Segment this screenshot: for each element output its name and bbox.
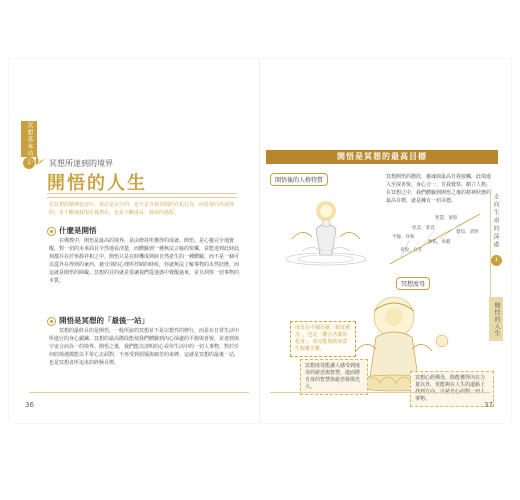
left-page xyxy=(9,59,260,423)
trait-label: 平靜、祥和 xyxy=(392,235,415,240)
bottom-rule xyxy=(270,392,490,393)
trait-label: 覺知、清明 xyxy=(456,230,479,235)
page-subtitle: 冥想所達到的境界 xyxy=(49,159,113,168)
trait-label: 智慧、洞察 xyxy=(435,216,458,221)
section-banner: 開悟是冥想的最高目標 xyxy=(266,150,498,164)
tara-note-1: 度母在中國俗稱「救度佛母」，也是「觀音菩薩的化身」。度母能夠救度眾生脫離苦難。 xyxy=(290,321,356,357)
chapter-tab: 冥想基本功 xyxy=(21,121,37,157)
book-spread xyxy=(9,59,511,423)
title-divider xyxy=(47,193,237,198)
enlightened-figure-illustration xyxy=(272,189,380,269)
label-tara: 冥想度母 xyxy=(396,277,430,290)
right-page xyxy=(260,59,511,423)
side-tab-text: 走向生命的深處 xyxy=(492,193,499,249)
trait-label: 無私、奉獻 xyxy=(428,240,451,245)
trait-label: 慈悲、寬容 xyxy=(412,226,435,231)
trait-label: 喜悅、自在 xyxy=(400,248,423,253)
bullet-icon xyxy=(47,227,56,236)
side-tab-box: 開悟的人生 xyxy=(489,297,503,341)
section-heading-1: 什麼是開悟 xyxy=(47,225,97,236)
section-text-1: 在佛教中，開悟是最高的境界，是由修持所獲得的成就。開悟，是心靈完全地覺醒，對一切的本來面目全然地看清楚，而體驗到一種無法言喻的快樂，並能達到此時此刻都存在於寧靜祥和之中。開悟只是在時機成熟時自然產生的一種體驗，而不是一個可以從外在得到的東西。被分別的心理所控制的時候，你就無法了解事物的本然狀態，而這就是開悟的障礙。冥想的目的就是要讓我們從迷惑中覺醒過來，並且洞察一切事物的本質。 xyxy=(49,238,239,284)
page-title: 開悟的人生 xyxy=(47,173,147,194)
lotus-icon xyxy=(29,155,45,167)
intro-text: 在冥想的精神旅途中，我必是完全的，也不是自我封閉的自私行為，而是要向外延伸的；是不斷地發現自我潛在，也是不斷成長、發展的過程。 xyxy=(49,202,235,216)
bullet-icon xyxy=(47,317,56,326)
bottom-rule xyxy=(29,392,249,393)
page-number: 36 xyxy=(25,401,34,409)
personality-description: 冥想開悟的階段，靈魂與最高自我接觸，此境進入至深喜悅、身心合一、自我覺察，樹立人格。在冥想之中，我們體驗到開悟之後的精神狀態的最高目標，就是擁有一切美德。 xyxy=(386,174,492,204)
section-heading-2: 開悟是冥想的「最後一站」 xyxy=(47,315,149,326)
tara-note-3: 冥想心經佛母，除能獲得內在力量以外，更能夠在人生的道路上 事物。 xyxy=(410,371,494,407)
chapter-badge: 1 xyxy=(23,157,35,169)
page-number: 37 xyxy=(484,401,493,409)
section-text-2: 冥想的最終目的是開悟。一般所說的冥想並不是宗教性的修行，而是在日常生活中所進行的身心鍛鍊。冥想的最高階段能使我們體驗到內心深處的平靜與喜悅，並達到與宇宙合而為一的境界。開悟之後，我們能以清明的心看待生活中的一切人事物，對於任何的境遇都能以平常心去面對，不再受到煩惱與痛苦的束縛。這就是冥想的最後一站，也是冥想者所追求的終極目標。 xyxy=(49,328,239,366)
label-personality: 開悟後的人格特質 xyxy=(270,173,328,186)
tara-note-2: 冥想度母能讓人感受到度母的慈悲與智慧，進而將自身的智慧與慈悲發揚光大。 xyxy=(300,359,368,395)
side-tab-badge: 1 xyxy=(491,255,502,266)
